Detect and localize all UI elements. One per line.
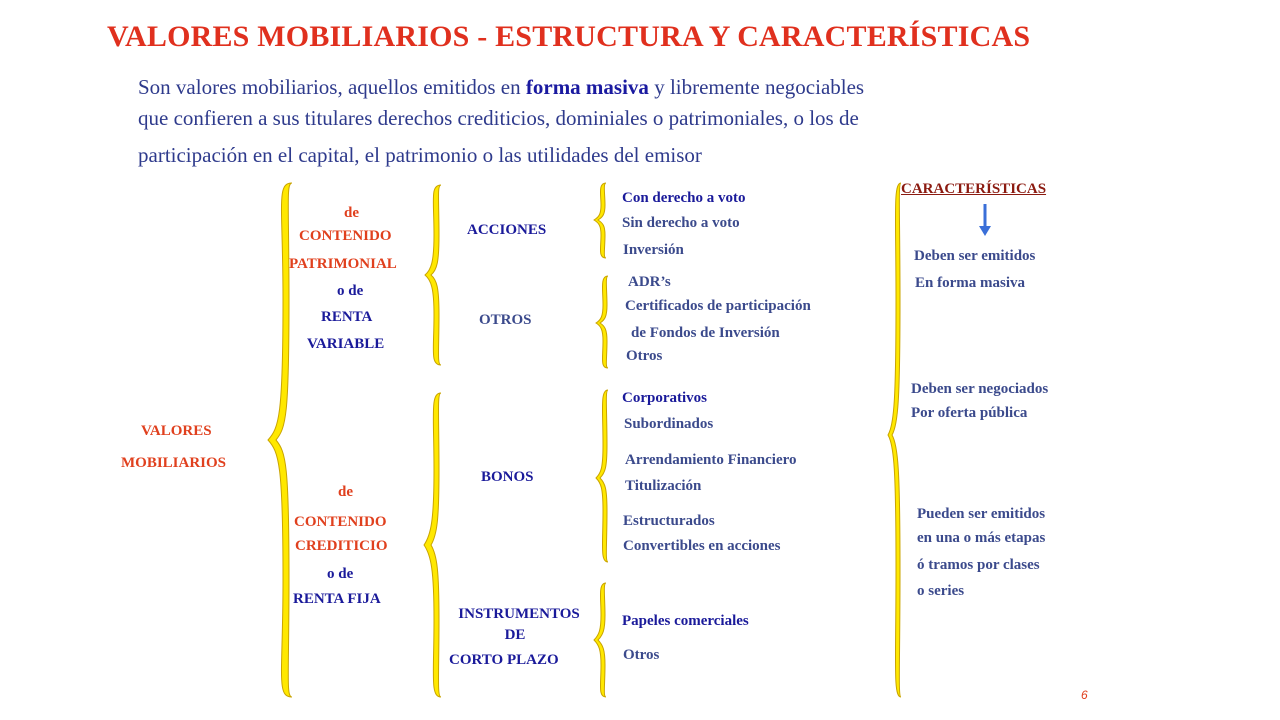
fija-line-2: CONTENIDO [294, 514, 387, 530]
group-bonos: BONOS [481, 469, 534, 485]
intro-line-1-end: y libremente negociables [648, 75, 865, 99]
root-label-line-1: VALORES [141, 423, 212, 439]
root-label-line-2: MOBILIARIOS [121, 455, 227, 471]
variable-line-1: de [344, 205, 359, 221]
brace-instrumentos [594, 583, 606, 697]
fija-line-5: RENTA FIJA [293, 591, 381, 607]
group-otros: OTROS [479, 312, 532, 328]
slide-title: VALORES MOBILIARIOS - ESTRUCTURA Y CARACTERÍSTICAS [107, 20, 1031, 53]
group-instrumentos-line-3: CORTO PLAZO [449, 652, 559, 668]
otros-item: de Fondos de Inversión [631, 325, 780, 341]
otros-item: ADR’s [628, 274, 671, 290]
fija-line-3: CREDITICIO [295, 538, 388, 554]
bonos-item: Corporativos [622, 390, 707, 406]
group-instrumentos-line-2: DE [504, 627, 526, 643]
intro-emphasis: forma masiva [525, 75, 649, 99]
caracteristica-etapas-line-3: ó tramos por clases [917, 557, 1040, 573]
caracteristica-etapas-line-1: Pueden ser emitidos [917, 506, 1046, 522]
caracteristica-emitidos-line-2: En forma masiva [915, 275, 1025, 291]
brace-bonos [596, 390, 608, 562]
fija-line-1: de [338, 484, 353, 500]
intro-line-1-start: Son valores mobiliarios, aquellos emitidos en [138, 75, 526, 99]
brace-otros [596, 276, 608, 368]
group-acciones: ACCIONES [467, 222, 547, 238]
brace-acciones [594, 183, 606, 258]
otros-item: Otros [626, 348, 663, 364]
acciones-item: Con derecho a voto [622, 190, 746, 206]
instrumentos-item: Otros [623, 647, 660, 663]
page-number: 6 [1081, 688, 1088, 702]
intro-line-2: que confieren a sus titulares derechos crediticios, dominiales o patrimoniales, o los de [138, 106, 859, 130]
brace-variable [425, 185, 441, 365]
bonos-item: Titulización [625, 478, 702, 494]
caracteristica-etapas-line-2: en una o más etapas [917, 530, 1046, 546]
variable-line-2: CONTENIDO [299, 228, 392, 244]
caracteristica-negociados-line-1: Deben ser negociados [911, 381, 1049, 397]
fija-line-4: o de [327, 566, 354, 582]
group-instrumentos-line-1: INSTRUMENTOS [458, 606, 580, 622]
variable-line-6: VARIABLE [307, 336, 385, 352]
bonos-item: Estructurados [623, 513, 715, 529]
caracteristicas-heading: CARACTERÍSTICAS [901, 181, 1047, 197]
caracteristica-emitidos-line-1: Deben ser emitidos [914, 248, 1036, 264]
instrumentos-item: Papeles comerciales [622, 613, 749, 629]
variable-line-5: RENTA [321, 309, 373, 325]
bonos-item: Subordinados [624, 416, 714, 432]
bonos-item: Arrendamiento Financiero [625, 452, 797, 468]
bonos-item: Convertibles en acciones [623, 538, 781, 554]
intro-line-3: participación en el capital, el patrimonio o las utilidades del emisor [138, 143, 702, 167]
variable-line-3: PATRIMONIAL [289, 256, 397, 272]
variable-line-4: o de [337, 283, 364, 299]
caracteristica-etapas-line-4: o series [917, 583, 965, 599]
down-arrow-icon [979, 204, 991, 236]
brace-caracteristicas [888, 183, 901, 697]
otros-item: Certificados de participación [625, 298, 811, 314]
acciones-item: Sin derecho a voto [622, 215, 740, 231]
caracteristica-negociados-line-2: Por oferta pública [911, 405, 1028, 421]
acciones-item: Inversión [623, 242, 684, 258]
brace-fija [424, 393, 441, 697]
